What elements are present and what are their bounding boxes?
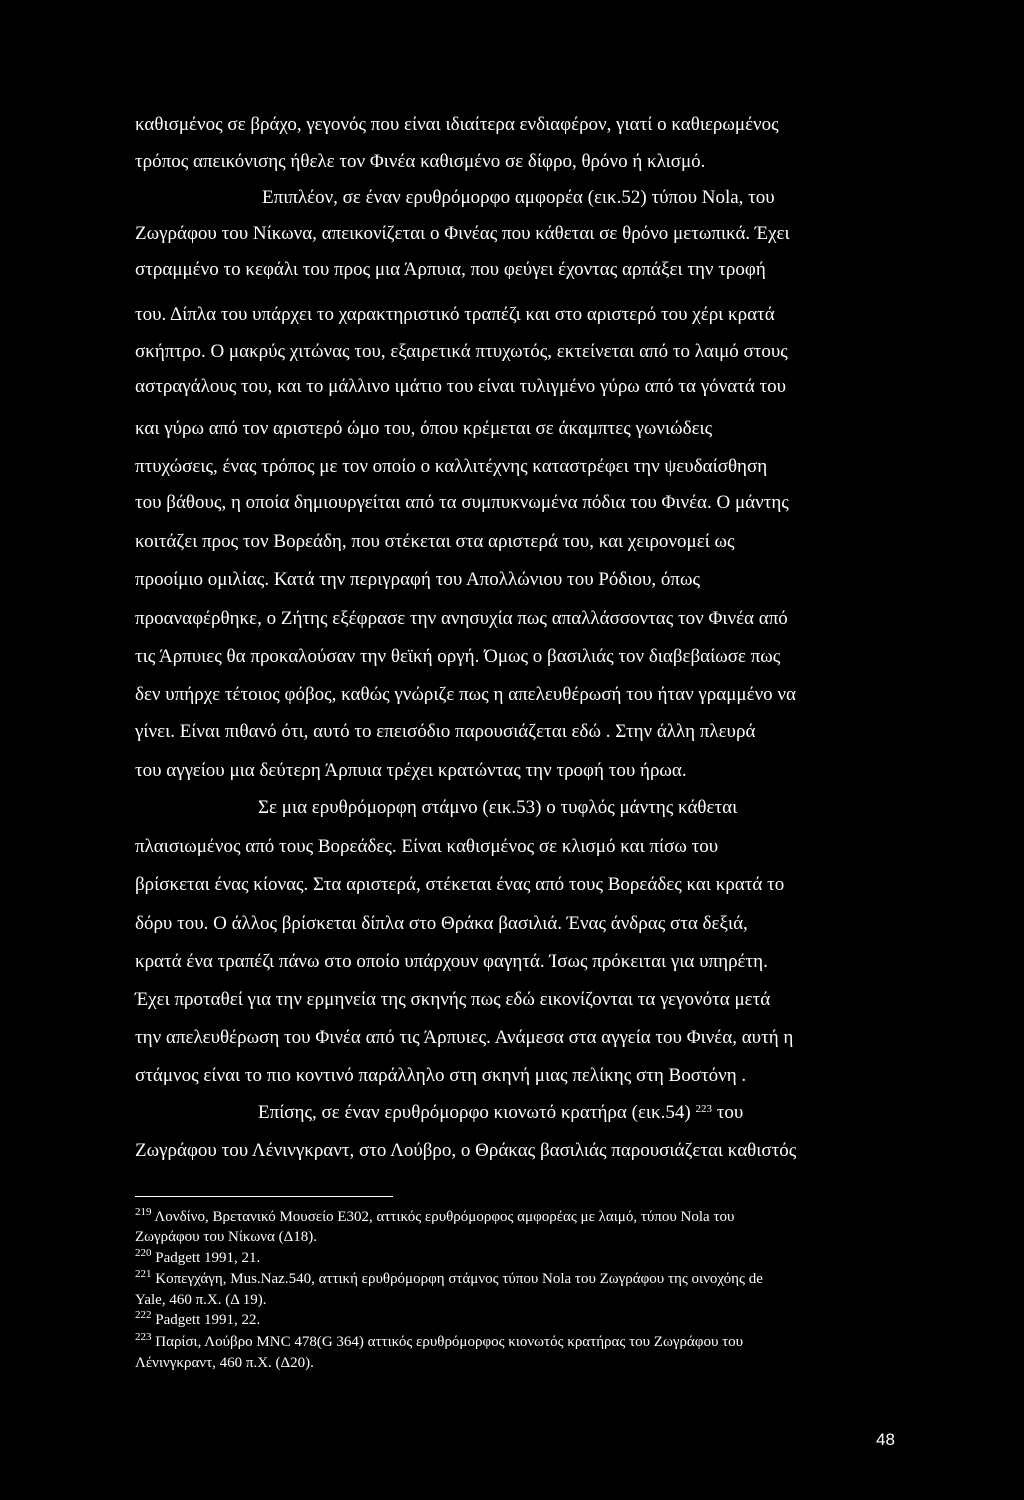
page-number: 48 xyxy=(876,1430,895,1449)
footnote-number: 220 xyxy=(135,1247,152,1259)
body-line: δεν υπήρχε τέτοιος φόβος, καθώς γνώριζε πως η απελευθέρωσή του ήταν γραμμένο να xyxy=(135,684,796,705)
body-line: δόρυ του. Ο άλλος βρίσκεται δίπλα στο Θράκα βασιλιά. Ένας άνδρας στα δεξιά, xyxy=(135,913,748,934)
body-line-text: του xyxy=(711,1102,744,1123)
body-line: και γύρω από τον αριστερό ώμο του, όπου κρέμεται σε άκαμπτες γωνιώδεις xyxy=(135,418,713,439)
body-line: αστραγάλους του, και το μάλλινο ιμάτιο του είναι τυλιγμένο γύρω από τα γόνατά του xyxy=(135,376,787,397)
footnote-text: Yale, 460 π.Χ. (Δ 19). xyxy=(135,1292,267,1308)
body-line: πλαισιωμένος από τους Βορεάδες. Είναι καθισμένος σε κλισμό και πίσω του xyxy=(135,836,719,857)
body-line: κοιτάζει προς τον Βορεάδη, που στέκεται στα αριστερά του, και χειρονομεί ως xyxy=(135,531,735,552)
body-line: τις Άρπυιες θα προκαλούσαν την θεϊκή οργή. Όμως ο βασιλιάς τον διαβεβαίωσε πως xyxy=(135,646,781,667)
footnote-text: Λονδίνο, Βρετανικό Μουσείο Ε302, αττικός ερυθρόμορφος αμφορέας με λαιμό, τύπου Nola του xyxy=(151,1209,735,1225)
body-line: Σε μια ερυθρόμορφη στάμνο (εικ.53) ο τυφλός μάντης κάθεται xyxy=(258,797,738,818)
footnote-text: Παρίσι, Λούβρο MNC 478(G 364) αττικός ερυθρόμορφος κιονωτός κρατήρας του Ζωγράφου του xyxy=(151,1334,744,1350)
footnote-text: Κοπεγχάγη, Mus.Naz.540, αττική ερυθρόμορφη στάμνος τύπου Nola του Ζωγράφου της οινοχόης de xyxy=(151,1271,763,1287)
footnote-ref: 223 xyxy=(695,1103,712,1115)
footnote-number: 219 xyxy=(135,1206,152,1218)
footnote xyxy=(135,1249,260,1267)
body-line: Ζωγράφου του Λένινγκραντ, στο Λούβρο, ο Θράκας βασιλιάς παρουσιάζεται καθιστός xyxy=(135,1140,797,1161)
body-line: σκήπτρο. Ο μακρύς χιτώνας του, εξαιρετικά πτυχωτός, εκτείνεται από το λαιμό στους xyxy=(135,341,788,362)
body-line: Επιπλέον, σε έναν ερυθρόμορφο αμφορέα (εικ.52) τύπου Nola, του xyxy=(262,187,775,208)
body-line: τρόπος απεικόνισης ήθελε τον Φινέα καθισμένο σε δίφρο, θρόνο ή κλισμό. xyxy=(135,151,706,172)
body-line: προαναφέρθηκε, ο Ζήτης εξέφρασε την ανησυχία πως απαλλάσσοντας τον Φινέα από xyxy=(135,608,788,629)
footnote-text: Padgett 1991, 22. xyxy=(151,1312,261,1328)
footnote xyxy=(135,1333,743,1351)
footnote xyxy=(135,1270,763,1288)
body-line: Έχει προταθεί για την ερμηνεία της σκηνής πως εδώ εικονίζονται τα γεγονότα μετά xyxy=(135,989,771,1010)
footnote-number: 221 xyxy=(135,1268,152,1280)
body-line xyxy=(258,1101,743,1125)
body-line: στάμνος είναι το πιο κοντινό παράλληλο στη σκηνή μιας πελίκης στη Βοστόνη . xyxy=(135,1065,747,1086)
footnote-number: 223 xyxy=(135,1331,152,1343)
body-line: καθισμένος σε βράχο, γεγονός που είναι ιδιαίτερα ενδιαφέρον, γιατί ο καθιερωμένος xyxy=(135,114,779,135)
footnote-text: Λένινγκραντ, 460 π.Χ. (Δ20). xyxy=(135,1355,314,1371)
body-line: του αγγείου μια δεύτερη Άρπυια τρέχει κρατώντας την τροφή του ήρωα. xyxy=(135,760,687,781)
footnote-divider xyxy=(135,1196,393,1197)
footnote xyxy=(135,1208,734,1226)
footnote-text: Padgett 1991, 21. xyxy=(151,1250,261,1266)
footnote xyxy=(135,1291,267,1309)
body-line: του. Δίπλα του υπάρχει το χαρακτηριστικό τραπέζι και στο αριστερό του χέρι κρατά xyxy=(135,304,775,325)
body-line: πτυχώσεις, ένας τρόπος με τον οποίο ο καλλιτέχνης καταστρέφει την ψευδαίσθηση xyxy=(135,456,768,477)
body-line: στραμμένο το κεφάλι του προς μια Άρπυια, που φεύγει έχοντας αρπάξει την τροφή xyxy=(135,259,766,280)
body-line-text: Επίσης, σε έναν ερυθρόμορφο κιονωτό κρατήρα (εικ.54) xyxy=(258,1102,691,1123)
body-line: βρίσκεται ένας κίονας. Στα αριστερά, στέκεται ένας από τους Βορεάδες και κρατά το xyxy=(135,874,785,895)
footnote xyxy=(135,1354,314,1372)
footnote xyxy=(135,1228,317,1246)
body-line: Ζωγράφου του Νίκωνα, απεικονίζεται ο Φινέας που κάθεται σε θρόνο μετωπικά. Έχει xyxy=(135,223,790,244)
body-line: γίνει. Είναι πιθανό ότι, αυτό το επεισόδιο παρουσιάζεται εδώ . Στην άλλη πλευρά xyxy=(135,721,756,742)
footnote-number: 222 xyxy=(135,1309,152,1321)
body-line: την απελευθέρωση του Φινέα από τις Άρπυιες. Ανάμεσα στα αγγεία του Φινέα, αυτή η xyxy=(135,1027,794,1048)
body-line: του βάθους, η οποία δημιουργείται από τα συμπυκνωμένα πόδια του Φινέα. Ο μάντης xyxy=(135,492,789,513)
footnote-text: Ζωγράφου του Νίκωνα (Δ18). xyxy=(135,1229,317,1245)
body-line: κρατά ένα τραπέζι πάνω στο οποίο υπάρχουν φαγητά. Ίσως πρόκειται για υπηρέτη. xyxy=(135,951,768,972)
body-line: προοίμιο ομιλίας. Κατά την περιγραφή του Απολλώνιου του Ρόδιου, όπως xyxy=(135,569,701,590)
footnote xyxy=(135,1311,260,1329)
